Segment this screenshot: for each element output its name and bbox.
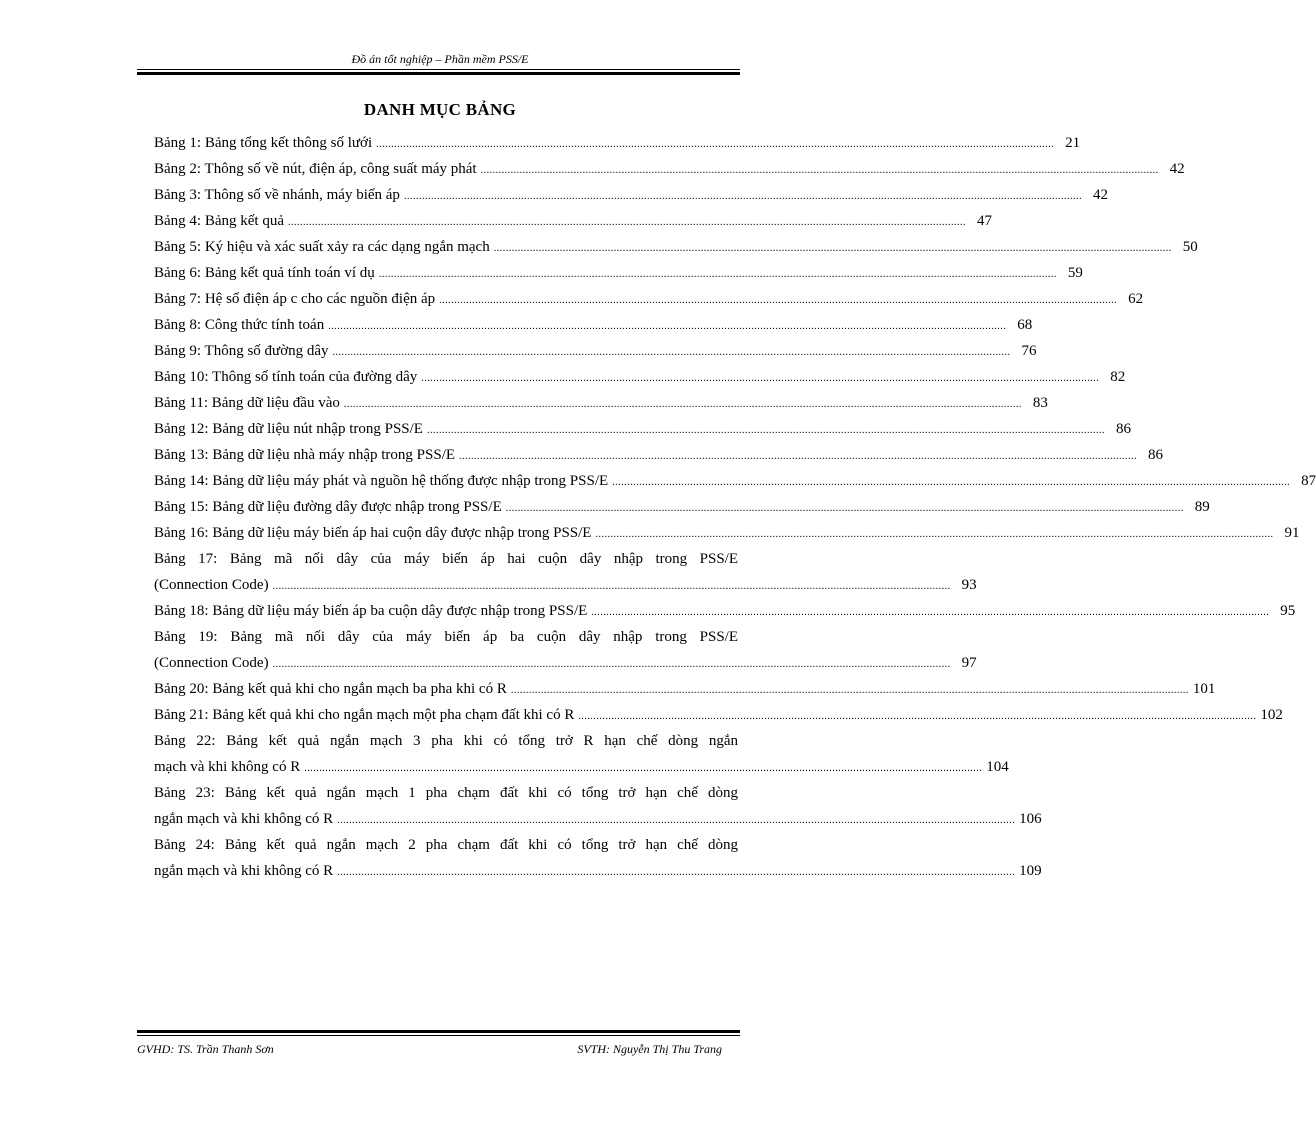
toc-entry-page: 21 [1065, 135, 1081, 151]
toc-entry-title: Bảng 14: Bảng dữ liệu máy phát và nguồn hệ thống được nhập trong PSS/E [154, 473, 609, 489]
toc-entry-page: 82 [1110, 369, 1126, 385]
toc-entry-page: 68 [1017, 317, 1033, 333]
toc-entry[interactable] [154, 442, 1164, 468]
dot-leader: .................................................................................................................................................................................................................................. [328, 321, 1007, 332]
toc-entry-title: Bảng 10: Thông số tính toán của đường dây [154, 369, 418, 385]
dot-leader: .................................................................................................................................................................................................................................. [591, 607, 1270, 618]
toc-entry-page: 87 [1301, 473, 1316, 489]
toc-entry-page: 95 [1280, 603, 1296, 619]
toc-entry[interactable] [154, 286, 1144, 312]
toc-entry-title: Bảng 1: Bảng tổng kết thông số lưới [154, 135, 373, 151]
dot-leader: .................................................................................................................................................................................................................................. [505, 503, 1184, 514]
toc-entry-title: Bảng 9: Thông số đường dây [154, 343, 329, 359]
toc-entry-title: Bảng 21: Bảng kết quả khi cho ngắn mạch một pha chạm đất khi có R [154, 707, 575, 723]
running-header: Đồ án tốt nghiệp – Phần mềm PSS/E [351, 52, 529, 66]
toc-entry[interactable] [154, 260, 1083, 286]
toc-entry-page: 83 [1032, 395, 1048, 411]
dot-leader: .................................................................................................................................................................................................................................. [403, 191, 1082, 202]
toc-entry-title: Bảng 16: Bảng dữ liệu máy biến áp hai cuộn dây được nhập trong PSS/E [154, 525, 592, 541]
dot-leader: .................................................................................................................................................................................................................................. [480, 165, 1159, 176]
toc-entry[interactable] [154, 832, 1042, 884]
toc-entry[interactable] [154, 338, 1037, 364]
dot-leader: .................................................................................................................................................................................................................................. [578, 711, 1257, 722]
toc-entry-title: Bảng 6: Bảng kết quả tính toán ví dụ [154, 265, 375, 281]
toc-entry-title: Bảng 3: Thông số về nhánh, máy biến áp [154, 187, 400, 203]
dot-leader: .................................................................................................................................................................................................................................. [439, 295, 1118, 306]
toc-entry-page: 93 [961, 577, 977, 593]
dot-leader: .................................................................................................................................................................................................................................. [332, 347, 1011, 358]
dot-leader: .................................................................................................................................................................................................................................. [337, 815, 1016, 826]
toc-entry[interactable] [154, 494, 1210, 520]
dot-leader: .................................................................................................................................................................................................................................. [421, 373, 1100, 384]
toc-entry-title-line2: (Connection Code) [154, 577, 269, 593]
toc-entry-page: 91 [1284, 525, 1300, 541]
footer-supervisor: GVHD: TS. Trần Thanh Sơn [137, 1042, 274, 1056]
page-title: DANH MỤC BẢNG [363, 100, 517, 119]
toc-entry-page: 42 [1092, 187, 1108, 203]
toc-entry-title: Bảng 2: Thông số về nút, điện áp, công suất máy phát [154, 161, 477, 177]
dot-leader: .................................................................................................................................................................................................................................. [272, 581, 951, 592]
dot-leader: .................................................................................................................................................................................................................................. [493, 243, 1172, 254]
toc-entry-page: 102 [1260, 707, 1283, 723]
toc-entry-page: 47 [976, 213, 992, 229]
toc-entry[interactable] [154, 208, 992, 234]
toc-entry-title-line2: ngắn mạch và khi không có R [154, 811, 334, 827]
toc-entry-title: Bảng 12: Bảng dữ liệu nút nhập trong PSS/E [154, 421, 423, 437]
dot-leader: .................................................................................................................................................................................................................................. [272, 659, 951, 670]
dot-leader: .................................................................................................................................................................................................................................. [287, 217, 966, 228]
toc-entry-title: Bảng 13: Bảng dữ liệu nhà máy nhập trong PSS/E [154, 447, 456, 463]
toc-entry-page: 86 [1148, 447, 1164, 463]
toc-entry[interactable] [154, 546, 977, 598]
dot-leader: .................................................................................................................................................................................................................................. [595, 529, 1274, 540]
dot-leader: .................................................................................................................................................................................................................................. [376, 139, 1055, 150]
toc-entry-title-line2: mạch và khi không có R [154, 759, 301, 775]
toc-entry[interactable] [154, 312, 1033, 338]
toc-entry-page: 106 [1019, 811, 1042, 827]
toc-entry-title: Bảng 15: Bảng dữ liệu đường dây được nhập trong PSS/E [154, 499, 502, 515]
toc-entry[interactable] [154, 520, 1300, 546]
toc-entry-page: 101 [1192, 681, 1216, 697]
toc-entry-title-line1: Bảng 17: Bảng mã nối dây của máy biến áp hai cuộn dây nhập trong PSS/E [154, 551, 738, 567]
toc-entry-title: Bảng 5: Ký hiệu và xác suất xảy ra các dạng ngắn mạch [154, 239, 490, 255]
toc-entry[interactable] [154, 676, 1216, 702]
dot-leader: .................................................................................................................................................................................................................................. [343, 399, 1022, 410]
toc-entry-title: Bảng 11: Bảng dữ liệu đầu vào [154, 395, 340, 411]
toc-entry[interactable] [154, 416, 1131, 442]
toc-entry[interactable] [154, 702, 1283, 728]
header-rule-thin [137, 69, 740, 70]
toc-entry-page: 97 [961, 655, 977, 671]
dot-leader: .................................................................................................................................................................................................................................. [612, 477, 1291, 488]
dot-leader: .................................................................................................................................................................................................................................. [337, 867, 1016, 878]
toc-entry-page: 50 [1182, 239, 1198, 255]
toc-entry-title-line1: Bảng 22: Bảng kết quả ngắn mạch 3 pha khi có tổng trở R hạn chế dòng ngắn [154, 733, 738, 749]
table-list [154, 130, 1316, 884]
toc-entry-title: Bảng 18: Bảng dữ liệu máy biến áp ba cuộn dây được nhập trong PSS/E [154, 603, 588, 619]
dot-leader: .................................................................................................................................................................................................................................. [459, 451, 1138, 462]
dot-leader: .................................................................................................................................................................................................................................. [304, 763, 983, 774]
toc-entry[interactable] [154, 780, 1042, 832]
header-rule-thick [137, 72, 740, 75]
toc-entry-page: 62 [1128, 291, 1144, 307]
footer-rule-thin [137, 1035, 740, 1036]
toc-entry-page: 42 [1169, 161, 1185, 177]
toc-entry[interactable] [154, 156, 1185, 182]
toc-entry-title-line2: (Connection Code) [154, 655, 269, 671]
toc-entry-title-line2: ngắn mạch và khi không có R [154, 863, 334, 879]
toc-entry[interactable] [154, 182, 1108, 208]
toc-entry[interactable] [154, 390, 1048, 416]
toc-entry[interactable] [154, 468, 1316, 494]
dot-leader: .................................................................................................................................................................................................................................. [378, 269, 1057, 280]
toc-entry-page: 109 [1019, 863, 1042, 879]
toc-entry[interactable] [154, 728, 1009, 780]
toc-entry[interactable] [154, 364, 1126, 390]
toc-entry-page: 59 [1067, 265, 1083, 281]
toc-entry-title-line1: Bảng 23: Bảng kết quả ngắn mạch 1 pha chạm đất khi có tổng trở hạn chế dòng [154, 785, 738, 801]
toc-entry-title-line1: Bảng 19: Bảng mã nối dây của máy biến áp ba cuộn dây nhập trong PSS/E [154, 629, 738, 645]
toc-entry-page: 89 [1194, 499, 1210, 515]
toc-entry[interactable] [154, 624, 977, 676]
dot-leader: .................................................................................................................................................................................................................................. [510, 685, 1189, 696]
toc-entry-page: 76 [1021, 343, 1037, 359]
footer-rule-thick [137, 1030, 740, 1033]
toc-entry-title: Bảng 4: Bảng kết quả [154, 213, 284, 229]
toc-entry[interactable] [154, 234, 1198, 260]
dot-leader: .................................................................................................................................................................................................................................. [426, 425, 1105, 436]
toc-entry-page: 86 [1115, 421, 1131, 437]
toc-entry-title: Bảng 8: Công thức tính toán [154, 317, 325, 333]
footer-student: SVTH: Nguyễn Thị Thu Trang [577, 1042, 722, 1056]
toc-entry-page: 104 [986, 759, 1009, 775]
toc-entry-title: Bảng 7: Hệ số điện áp c cho các nguồn điện áp [154, 291, 436, 307]
toc-entry[interactable] [154, 598, 1296, 624]
toc-entry[interactable] [154, 130, 1081, 156]
toc-entry-title-line1: Bảng 24: Bảng kết quả ngắn mạch 2 pha chạm đất khi có tổng trở hạn chế dòng [154, 837, 738, 853]
toc-entry-title: Bảng 20: Bảng kết quả khi cho ngắn mạch ba pha khi có R [154, 681, 507, 697]
